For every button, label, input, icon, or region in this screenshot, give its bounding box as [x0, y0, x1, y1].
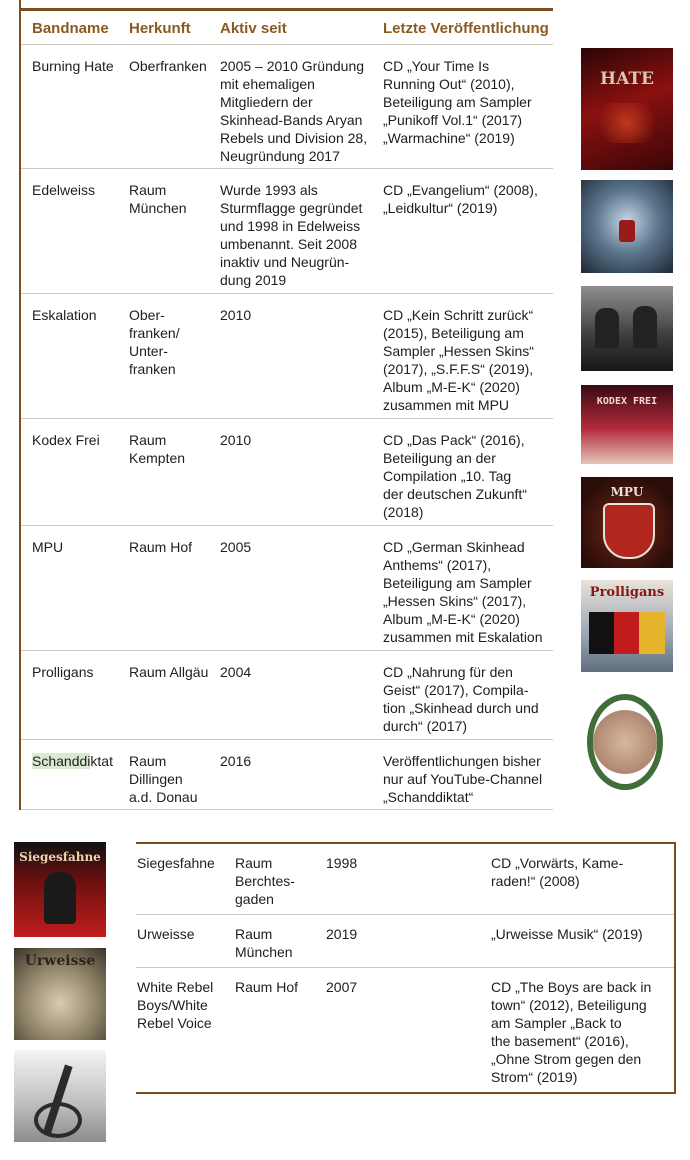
band-active: 2016 [220, 753, 252, 769]
table-row [21, 651, 553, 740]
table-row [136, 844, 668, 915]
band-release: CD „Vorwärts, Kame- raden!“ (2008) [491, 855, 624, 889]
table-row [21, 169, 553, 294]
table-row [136, 968, 668, 1092]
band-name: White Rebel Boys/White Rebel Voice [137, 979, 214, 1031]
band-release: CD „Your Time Is Running Out“ (2010), Beteiligung am Sampler „Punikoff Vol.1“ (2017) „Warmachine“ (2019) [383, 58, 532, 146]
band-name: Prolligans [32, 664, 94, 680]
band-release: CD „Das Pack“ (2016), Beteiligung an der Compilation „10. Tag der deutschen Zukunft“ (2018) [383, 432, 527, 520]
band-active: 2005 [220, 539, 252, 555]
cover-art [633, 306, 657, 348]
band-origin: Raum Dillingen a.d. Donau [129, 753, 198, 805]
row-divider [21, 809, 553, 810]
band-origin: Oberfranken [129, 58, 207, 74]
band-origin: Raum Hof [235, 979, 299, 995]
table-row [21, 294, 553, 419]
cover-art [603, 503, 655, 559]
prolligans-cover-image: Prolligans [581, 580, 673, 672]
cover-art [591, 103, 663, 143]
header-letzte-veroeffentlichung: Letzte Veröffentlichung [383, 20, 549, 37]
siegesfahne-cover-image: Siegesfahne [14, 842, 106, 937]
cover-art [589, 612, 665, 654]
edelweiss-cover-image [581, 180, 673, 273]
white-rebel-boys-cover-image [14, 1050, 106, 1142]
table-row [21, 419, 553, 526]
band-table-1 [19, 0, 553, 810]
band-active: Wurde 1993 als Sturmflagge gegründet und 1998 in Edelweiss umbenannt. Seit 2008 inaktiv und Neugrün- dung 2019 [220, 182, 363, 288]
band-table-2 [136, 842, 676, 1094]
table-row [21, 740, 553, 810]
table-row [21, 45, 553, 169]
cover-art [595, 308, 619, 348]
band-active: 2005 – 2010 Gründung mit ehemaligen Mitgliedern der Skinhead-Bands Aryan Rebels und Division 28, Neugründung 2017 [220, 58, 368, 164]
eskalation-cover-image [581, 286, 673, 371]
band-origin: Raum Allgäu [129, 664, 209, 680]
kodex-frei-cover-image: KODEX FREI [581, 385, 673, 464]
header-bandname: Bandname [32, 20, 109, 37]
table-row [136, 915, 668, 968]
band-origin: Raum Hof [129, 539, 193, 555]
cover-art [34, 1102, 82, 1138]
cover-art [587, 694, 663, 790]
band-active: 1998 [326, 855, 358, 871]
header-herkunft: Herkunft [129, 20, 191, 37]
band-release: CD „Nahrung für den Geist“ (2017), Compila- tion „Skinhead durch und durch“ (2017) [383, 664, 539, 734]
band-name: Kodex Frei [32, 432, 100, 448]
header-aktiv-seit: Aktiv seit [220, 20, 287, 37]
table-bottom-rule [136, 1092, 674, 1094]
band-name: Urweisse [137, 926, 195, 942]
band-origin: Ober- franken/ Unter- franken [129, 307, 180, 377]
cover-art [619, 220, 635, 242]
schanddiktat-logo-image [583, 686, 671, 800]
band-origin: Raum München [129, 182, 187, 216]
band-active: 2010 [220, 307, 252, 323]
band-name: MPU [32, 539, 64, 555]
cover-art [44, 872, 76, 924]
band-origin: Raum Berchtes- gaden [235, 855, 295, 907]
table-top-rule [21, 8, 553, 11]
search-highlight: Schanddi [32, 753, 91, 769]
band-release: CD „Evangelium“ (2008), „Leidkultur“ (2019) [383, 182, 538, 216]
band-release: „Urweisse Musik“ (2019) [491, 926, 643, 942]
table-row [21, 526, 553, 651]
band-active: 2019 [326, 926, 358, 942]
band-release: Veröffentlichungen bisher nur auf YouTube-Channel „Schanddiktat“ [383, 753, 543, 805]
band-release: CD „German Skinhead Anthems“ (2017), Beteiligung am Sampler „Hessen Skins“ (2017), Album „M-E-K“ (2020) zusammen mit Eskalation [383, 539, 543, 645]
band-origin: Raum Kempten [129, 432, 186, 466]
band-name: Siegesfahne [137, 855, 215, 871]
band-name: Edelweiss [32, 182, 96, 198]
urweisse-cover-image: Urweisse [14, 948, 106, 1040]
band-active: 2007 [326, 979, 358, 995]
band-active: 2010 [220, 432, 252, 448]
band-release: CD „Kein Schritt zurück“ (2015), Beteiligung am Sampler „Hessen Skins“ (2017), „S.F.F.S“ (2019), Album „M-E-K“ (2020) zusammen mit MPU [383, 307, 534, 413]
band-name-rest: ktat [90, 753, 113, 769]
band-origin: Raum München [235, 926, 293, 960]
band-name: Eskalation [32, 307, 97, 323]
band-release: CD „The Boys are back in town“ (2012), Beteiligung am Sampler „Back to the basement“ (2016), „Ohne Strom gegen den Strom“ (2019) [491, 979, 652, 1085]
band-name [32, 752, 127, 770]
band-active: 2004 [220, 664, 252, 680]
burning-hate-cover-image: HATE [581, 48, 673, 170]
mpu-cover-image: MPU [581, 477, 673, 568]
band-name: Burning Hate [32, 58, 114, 74]
